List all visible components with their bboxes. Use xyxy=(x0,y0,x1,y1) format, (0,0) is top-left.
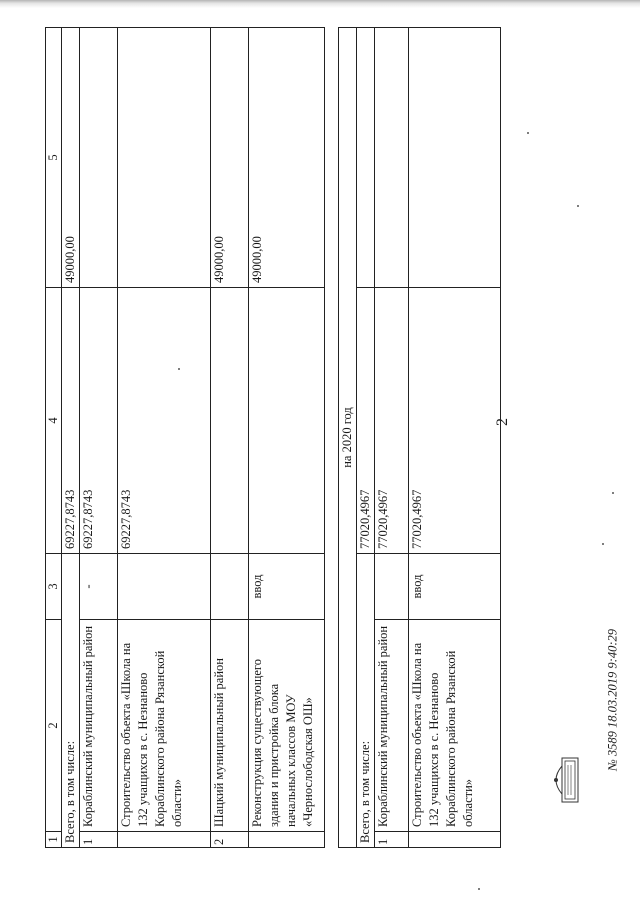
row-name: Шацкий муниципальный район xyxy=(211,620,249,832)
row-col3: - xyxy=(80,554,118,620)
investment-table xyxy=(45,27,501,848)
row-number xyxy=(409,832,501,848)
table-row xyxy=(118,28,211,848)
total-row-2019 xyxy=(62,28,80,848)
doc-datetime: 18.03.2019 9:40:29 xyxy=(605,629,620,728)
scan-speck xyxy=(478,888,480,890)
row-col4 xyxy=(211,288,249,554)
row-col3 xyxy=(375,554,409,620)
row-col3 xyxy=(118,554,211,620)
row-col5: 49000,00 xyxy=(211,28,249,288)
row-name: Кораблинский муниципальный район xyxy=(80,620,118,832)
total-col4: 77020,4967 xyxy=(357,288,375,554)
document-footer xyxy=(606,629,621,771)
row-name: Строительство объекта «Школа на 132 учащихся в с. Незнаново Кораблинского района Рязанской области» xyxy=(409,620,501,832)
total-col5: 49000,00 xyxy=(62,28,80,288)
spacer-row xyxy=(325,28,339,848)
table-row xyxy=(249,28,325,848)
scan-speck xyxy=(527,132,529,134)
header-col-5: 5 xyxy=(46,28,62,288)
scan-speck xyxy=(178,368,180,370)
scan-speck xyxy=(577,205,579,207)
row-col3: ввод xyxy=(409,554,501,620)
row-number xyxy=(118,832,211,848)
table-row xyxy=(409,28,501,848)
row-name: Строительство объекта «Школа на 132 учащихся в с. Незнаново Кораблинского района Рязанской области» xyxy=(118,620,211,832)
page-number: 2 xyxy=(494,418,511,426)
row-col5 xyxy=(118,28,211,288)
scan-speck xyxy=(612,492,614,494)
row-number xyxy=(249,832,325,848)
row-number: 1 xyxy=(375,832,409,848)
row-number: 1 xyxy=(80,832,118,848)
table-row xyxy=(375,28,409,848)
doc-number: № 3589 xyxy=(605,731,620,771)
header-row xyxy=(46,28,62,848)
row-col4: 77020,4967 xyxy=(375,288,409,554)
row-col4: 69227,8743 xyxy=(80,288,118,554)
registry-stamp-icon xyxy=(550,757,580,803)
total-col4: 69227,8743 xyxy=(62,288,80,554)
header-col-2: 2 xyxy=(46,620,62,832)
row-col5 xyxy=(375,28,409,288)
total-col5 xyxy=(357,28,375,288)
table-row xyxy=(211,28,249,848)
row-col5 xyxy=(409,28,501,288)
row-number: 2 xyxy=(211,832,249,848)
year-label: на 2020 год xyxy=(339,28,357,848)
row-col4 xyxy=(249,288,325,554)
header-col-3: 3 xyxy=(46,554,62,620)
header-col-1: 1 xyxy=(46,832,62,848)
row-col5: 49000,00 xyxy=(249,28,325,288)
row-name: Кораблинский муниципальный район xyxy=(375,620,409,832)
scan-edge-shadow xyxy=(0,0,640,8)
header-col-4: 4 xyxy=(46,288,62,554)
total-label: Всего, в том числе: xyxy=(62,554,80,848)
row-col4: 77020,4967 xyxy=(409,288,501,554)
year-row-2020 xyxy=(339,28,357,848)
row-col3 xyxy=(211,554,249,620)
total-row-2020 xyxy=(357,28,375,848)
row-name: Реконструкция существующего здания и пристройка блока начальных классов МОУ «Чернослободская ОШ» xyxy=(249,620,325,832)
table-row xyxy=(80,28,118,848)
row-col4: 69227,8743 xyxy=(118,288,211,554)
total-label: Всего, в том числе: xyxy=(357,554,375,848)
row-col5 xyxy=(80,28,118,288)
rotated-table-wrapper xyxy=(45,28,475,848)
scan-speck xyxy=(602,543,604,545)
row-col3: ввод xyxy=(249,554,325,620)
